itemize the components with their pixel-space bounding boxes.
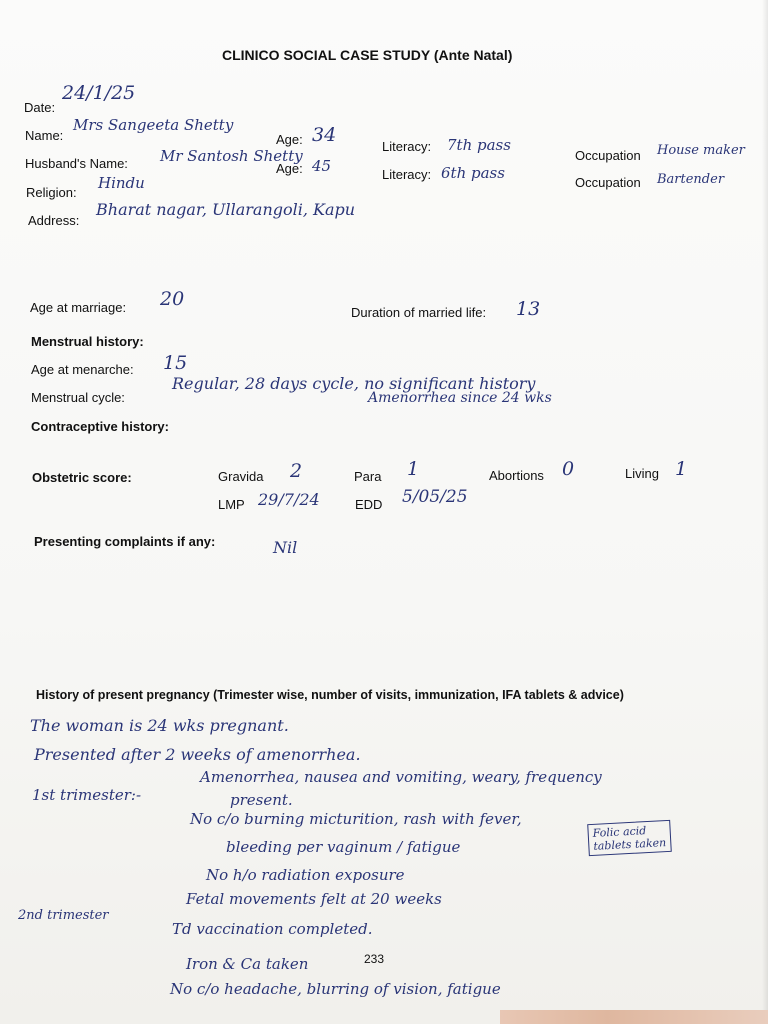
living-value: 1 (675, 458, 688, 480)
lmp-label: LMP (218, 497, 245, 512)
husband-occupation-value: Bartender (657, 172, 725, 187)
address-value: Bharat nagar, Ullarangoli, Kapu (96, 200, 356, 219)
husband-literacy-label: Literacy: (382, 167, 432, 182)
edd-label: EDD (355, 497, 383, 512)
menstrual-cycle-label: Menstrual cycle: (31, 390, 125, 405)
religion-label: Religion: (26, 185, 77, 200)
history-line-6: bleeding per vaginum / fatigue (226, 838, 461, 856)
name-value: Mrs Sangeeta Shetty (73, 116, 234, 134)
duration-married-value: 13 (516, 298, 541, 320)
occupation-value: House maker (657, 143, 745, 158)
history-line-9: Td vaccination completed. (172, 920, 373, 938)
para-label: Para (354, 469, 382, 484)
history-line-8: Fetal movements felt at 20 weeks (186, 890, 442, 908)
history-line-7: No h/o radiation exposure (206, 866, 405, 884)
page-edge-shadow (762, 0, 768, 1024)
history-line-1: The woman is 24 wks pregnant. (30, 716, 289, 735)
age-at-menarche-label: Age at menarche: (31, 362, 134, 377)
literacy-label: Literacy: (382, 139, 432, 154)
occupation-label: Occupation (575, 148, 641, 163)
age-at-menarche-value: 15 (163, 352, 188, 374)
age-at-marriage-label: Age at marriage: (30, 300, 127, 315)
age-label: Age: (276, 132, 303, 147)
folic-acid-note-box (587, 820, 671, 856)
first-trimester-label: 1st trimester:- (32, 786, 142, 804)
name-label: Name: (25, 128, 64, 143)
age-at-marriage-value: 20 (160, 288, 185, 310)
duration-married-label: Duration of married life: (351, 305, 487, 320)
husband-age-value: 45 (312, 157, 332, 175)
menstrual-cycle-value-1: Regular, 28 days cycle, no significant history (172, 374, 536, 393)
history-line-11: No c/o headache, blurring of vision, fatigue (170, 980, 501, 998)
gravida-value: 2 (290, 460, 303, 482)
history-line-3: Amenorrhea, nausea and vomiting, weary, frequency (200, 768, 602, 786)
edd-value: 5/05/25 (402, 487, 468, 507)
age-value: 34 (312, 124, 337, 146)
abortions-label: Abortions (489, 468, 544, 483)
folic-acid-note-line-2: tablets taken (593, 836, 667, 853)
menstrual-cycle-value-2: Amenorrhea since 24 wks (368, 390, 552, 406)
history-present-pregnancy-heading: History of present pregnancy (Trimester wise, number of visits, immunization, IFA tablets & advice) (36, 688, 624, 702)
husband-name-value: Mr Santosh Shetty (160, 147, 303, 165)
husband-occupation-label: Occupation (575, 175, 641, 190)
abortions-value: 0 (562, 458, 575, 480)
husband-age-label: Age: (276, 161, 303, 176)
gravida-label: Gravida (218, 469, 264, 484)
history-line-5: No c/o burning micturition, rash with fever, (190, 810, 522, 828)
folic-acid-note-line-1: Folic acid (592, 824, 647, 840)
presenting-complaints-value: Nil (273, 538, 298, 557)
para-value: 1 (407, 458, 420, 480)
address-label: Address: (28, 213, 80, 228)
date-value: 24/1/25 (62, 82, 136, 104)
living-label: Living (625, 466, 659, 481)
religion-value: Hindu (98, 174, 145, 192)
history-line-10: Iron & Ca taken (186, 955, 309, 973)
lmp-value: 29/7/24 (258, 490, 320, 509)
date-label: Date: (24, 100, 56, 115)
obstetric-score-heading: Obstetric score: (32, 470, 132, 485)
table-edge (500, 1010, 768, 1024)
contraceptive-history-heading: Contraceptive history: (31, 419, 169, 434)
menstrual-history-heading: Menstrual history: (31, 334, 144, 349)
form-title: CLINICO SOCIAL CASE STUDY (Ante Natal) (222, 47, 513, 63)
history-line-4: present. (230, 791, 293, 809)
literacy-value: 7th pass (447, 136, 511, 154)
page-number: 233 (364, 952, 385, 966)
husband-name-label: Husband's Name: (25, 156, 128, 171)
husband-literacy-value: 6th pass (441, 164, 505, 182)
second-trimester-label: 2nd trimester (18, 908, 109, 923)
history-line-2: Presented after 2 weeks of amenorrhea. (34, 745, 361, 764)
presenting-complaints-heading: Presenting complaints if any: (34, 534, 216, 549)
